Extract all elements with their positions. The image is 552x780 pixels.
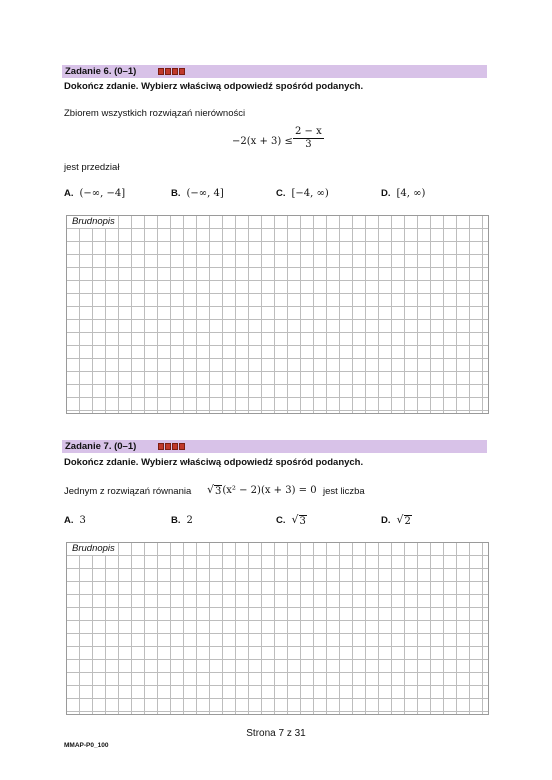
task6-title: Zadanie 6. (0–1) [65, 66, 137, 77]
task7-scratchpad[interactable] [66, 542, 489, 715]
task6-option-a[interactable] [64, 188, 125, 199]
task6-option-c[interactable] [276, 188, 329, 199]
option-letter: B. [171, 515, 181, 526]
task6-scratchpad[interactable] [66, 215, 489, 414]
option-value: (−∞, 4] [186, 188, 224, 199]
option-letter: A. [64, 188, 74, 199]
task7-title: Zadanie 7. (0–1) [65, 441, 137, 452]
task7-text-before: Jednym z rozwiązań równania [64, 486, 192, 497]
task6-fraction [293, 126, 324, 151]
exam-code: MMAP-P0_100 [64, 742, 109, 749]
sqrt-symbol: √ 3 [207, 483, 222, 497]
task7-header [62, 440, 487, 453]
option-letter: B. [171, 188, 181, 199]
option-value: [4, ∞) [396, 188, 426, 199]
task7-instruction: Dokończ zdanie. Wybierz właściwą odpowiedź spośród podanych. [64, 457, 364, 468]
option-value: 3 [79, 515, 86, 526]
task7-option-a[interactable] [64, 515, 86, 526]
task7-option-c[interactable] [276, 513, 307, 527]
score-boxes-icon [158, 443, 185, 450]
option-value: [−4, ∞) [291, 188, 329, 199]
task6-fraction-numerator: 2 − x [295, 126, 322, 137]
task7-option-d[interactable] [381, 513, 412, 527]
option-letter: A. [64, 515, 74, 526]
page-number: Strona 7 z 31 [246, 728, 306, 739]
task7-score-icons [158, 442, 185, 451]
task6-option-d[interactable] [381, 188, 425, 199]
option-radicand: 2 [404, 516, 411, 527]
option-value: 2 [186, 515, 193, 526]
eq-rest: (x² − 2)(x + 3) = 0 [222, 485, 317, 496]
task6-inequality-left: −2(x + 3) ≤ [232, 136, 293, 147]
option-letter: D. [381, 515, 391, 526]
task7-equation [207, 484, 317, 497]
task7-option-b[interactable] [171, 515, 193, 526]
task6-outro: jest przedział [64, 162, 120, 173]
eq-radicand: 3 [215, 486, 222, 497]
option-letter: C. [276, 515, 286, 526]
scratchpad-label: Brudnopis [72, 216, 115, 227]
score-boxes-icon [158, 68, 185, 75]
option-value-sqrt: √ 2 [396, 513, 411, 527]
task6-intro: Zbiorem wszystkich rozwiązań nierówności [64, 108, 246, 119]
option-letter: C. [276, 188, 286, 199]
task7-text-after: jest liczba [323, 486, 365, 497]
option-value: (−∞, −4] [79, 188, 126, 199]
task6-fraction-denominator: 3 [305, 139, 312, 150]
task6-option-b[interactable] [171, 188, 224, 199]
option-value-sqrt: √ 3 [291, 513, 306, 527]
option-radicand: 3 [299, 516, 306, 527]
scratchpad-label: Brudnopis [72, 543, 115, 554]
task6-header [62, 65, 487, 78]
option-letter: D. [381, 188, 391, 199]
task6-score-icons [158, 67, 185, 76]
task6-instruction: Dokończ zdanie. Wybierz właściwą odpowiedź spośród podanych. [64, 81, 364, 92]
